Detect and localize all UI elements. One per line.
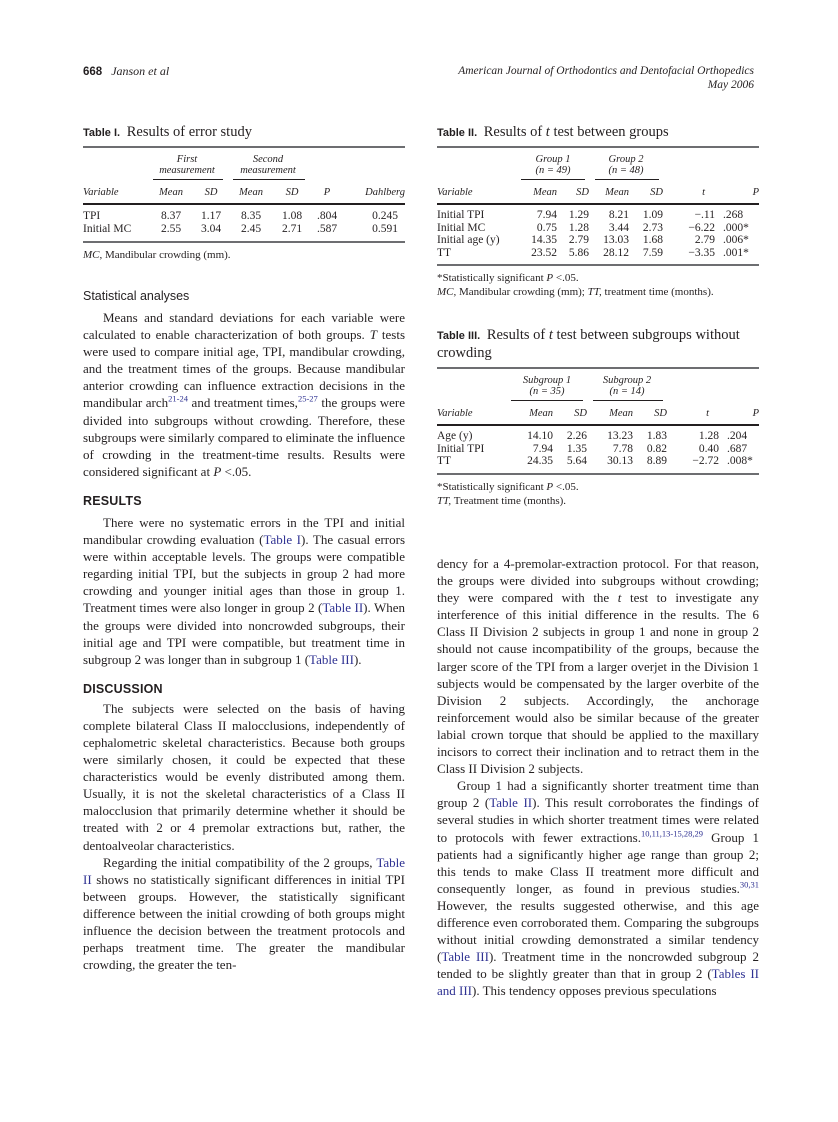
table-3-link[interactable]: Table III [309,651,354,667]
table-3-col-mean-2: Mean [609,408,633,419]
table-row: Initial MC 0.75 1.28 3.44 2.73 −6.22 .000* [437,221,749,234]
table-2-group-header-2: Group 2 (n = 48) [589,147,663,182]
running-authors: Janson et al [111,64,170,78]
table-1-grid [83,146,405,241]
table-3-group-header-2: Subgroup 2 (n = 14) [587,368,667,403]
table-2-col-t: t [702,187,705,198]
table-3-col-sd-1: SD [574,408,587,419]
table-2-col-variable: Variable [437,187,473,198]
table-3-caption: Table III. Results of t test between subgroups without crowding [437,327,740,361]
table-1-group-header-2: Second measurement [227,147,309,182]
table-2-grid [437,146,759,264]
tables-2-3-link[interactable]: Tables II and III [437,966,759,999]
section-statistical-analyses [83,289,405,480]
table-2-col-p: P [752,187,759,198]
table-2-link[interactable]: Table II [322,600,364,616]
table-3-col-t: t [706,408,709,419]
table-1-link[interactable]: Table I [263,532,302,548]
citation-link[interactable]: 21-24 [168,394,188,405]
table-row: Initial TPI 7.94 1.35 7.78 0.82 0.40 .687 [437,442,748,455]
table-1 [83,124,405,262]
table-2 [437,124,759,299]
table-row: Initial age (y) 14.35 2.79 13.03 1.68 2.79 .006* [437,234,749,246]
table-1-title: Results of error study [126,124,252,140]
running-header-right [458,64,754,92]
table-3 [437,327,759,508]
table-3-label: Table III. [437,330,481,342]
table-3-col-p: P [752,408,759,419]
page-number: 668 [83,66,103,78]
table-1-col-mean-1: Mean [159,187,183,198]
table-1-label: Table I. [83,127,121,139]
table-1-col-sd-2: SD [285,187,299,198]
table-1-caption [83,124,405,142]
table-3-link[interactable]: Table III [441,949,489,965]
table-2-link[interactable]: Table II [489,795,533,811]
paragraph: Means and standard deviations for each variable were calculated to enable characterization of both groups. T tests were used to compare initial age, TPI, mandibular crowding, and the treatment times of the groups. Because mandibular anterior crowding can influence extraction decisions in the mandibular arch$^{21-24}$ and treatment times,$^{25-27}$ the groups were divided into subgroups without crowding. Therefore, these subgroups were similarly compared to eliminate the influence of crowding in the treatment-time results. Results were considered significant at P <.05. [83,310,405,479]
table-row: Initial MC 2.55 3.04 2.45 2.71 .587 0.591 [83,222,398,235]
table-1-col-p: P [323,187,331,198]
table-1-col-sd-1: SD [204,187,218,198]
table-1-col-mean-2: Mean [239,187,263,198]
table-2-col-sd-2: SD [650,187,663,198]
table-3-col-variable: Variable [437,408,473,419]
section-results [83,494,405,668]
table-1-col-variable: Variable [83,187,119,198]
table-3-footnote: *Statistically significant P <.05. TT, Treatment time (months). [437,480,579,507]
table-row: Initial TPI 7.94 1.29 8.21 1.09 −.11 .268 [437,209,744,221]
table-row: TPI 8.37 1.17 8.35 1.08 .804 0.245 [83,210,398,222]
table-2-col-sd-1: SD [576,187,589,198]
paragraph: Regarding the initial compatibility of the 2 groups, Table II shows no statistically significant differences in initial TPI between groups. However, the statistically significant difference between the initial crowding of both groups might influence the decision between the treatment protocols and perhaps treatment time. The greater the mandibular crowding, the greater the ten- [83,854,405,973]
journal-name: American Journal of Orthodontics and Dentofacial Orthopedics [458,65,754,77]
table-2-footnote: *Statistically significant P <.05. MC, Mandibular crowding (mm); TT, treatment time (months). [437,272,714,298]
table-3-grid [437,367,759,473]
citation-link[interactable]: 10,11,13-15,28,29 [641,828,704,839]
table-2-group-header-1: Group 1 (n = 49) [517,147,589,182]
table-1-footnote: MC, Mandibular crowding (mm). [83,249,231,261]
paragraph: There were no systematic errors in the TPI and initial mandibular crowding evaluation (Table I). The casual errors were within acceptable levels. The groups were compatible regarding initial TPI, but the subjects in group 2 had more crowding and younger initial ages than those in group 1. Treatment times were also longer in group 2 (Table II). When the groups were divided into noncrowded subgroups, their initial age and TPI were compatible, but treatment time in subgroup 2 was longer than in subgroup 1 (Table III). [83,514,406,667]
table-row: TT 24.35 5.64 30.13 8.89 −2.72 .008* [437,455,753,467]
citation-link[interactable]: 25-27 [297,394,318,405]
table-2-col-mean-1: Mean [533,187,557,198]
table-2-caption: Table II. Results of t test between groups [437,124,669,140]
right-column [437,124,759,999]
table-2-label: Table II. [437,127,478,139]
citation-link[interactable]: 30,31 [739,879,759,890]
section-heading: Statistical analyses [83,289,190,303]
section-discussion [83,682,405,974]
issue-date: May 2006 [707,79,754,91]
table-1-col-dahlberg: Dahlberg [365,187,405,198]
table-row: Age (y) 14.10 2.26 13.23 1.83 1.28 .204 [437,430,748,442]
table-3-col-sd-2: SD [654,408,667,419]
table-2-link[interactable]: Table II [83,854,405,887]
left-column [83,124,405,973]
table-3-group-header-1: Subgroup 1 (n = 35) [507,368,587,403]
paragraph: Group 1 had a significantly shorter treatment time than group 2 (Table II). This result corroborates the findings of several studies in which shorter treatment times were related to protocols with fewer extractions.$^{10,11,13-15,28,29}$ Group 1 patients had a significantly higher age range than group 2; this tends to make Class II treatment more difficult and consequently longer, as found in previous studies.$^{30,31}$ However, the results suggested otherwise, and this age difference even corroborated them. Comparing the subgroups without initial crowding demonstrated a similar tendency (Table III). Treatment time in the noncrowded subgroup 2 tended to be slightly greater than that in group 2 (Tables II and III). This tendency opposes previous speculations [437,778,759,999]
running-header-left [83,64,169,79]
table-3-col-mean-1: Mean [529,408,553,419]
table-row: TT 23.52 5.86 28.12 7.59 −3.35 .001* [437,246,749,259]
section-heading: RESULTS [83,493,142,508]
paragraph: The subjects were selected on the basis of having complete bilateral Class II malocclusions, independently of cephalometric skeletal characteristics. Because both groups were similarly chosen, it could be expected that these characteristics would be evenly distributed among them. Usually, it is not the skeletal characteristics of a Class II malocclusion that primarily determine whether it should be treated with 2 or 4 premolar extractions but, rather, the dentoalveolar characteristics. [83,700,405,853]
table-1-group-header-1: First measurement [147,147,227,182]
table-2-col-mean-2: Mean [605,187,629,198]
section-discussion-continued [437,555,759,999]
section-heading: DISCUSSION [83,681,163,696]
paragraph: dency for a 4-premolar-extraction protocol. For that reason, the groups were divided into subgroups without crowding; they were compared with the t test to investigate any interference of this initial difference in the results. The 6 Class II Division 2 subjects in group 1 and none in group 2 should not cause incompatibility of the groups, because the larger score of the TPI from a larger overjet in the Division 1 subjects would be compensated by the larger overbite of the Division 2 subjects. Accordingly, the anchorage reinforcement would also be similar because of the greater labial crown torque that should be applied to the maxillary incisors to correct their inclination and to retract them in the Class II Division 2 subjects. [437,556,759,777]
